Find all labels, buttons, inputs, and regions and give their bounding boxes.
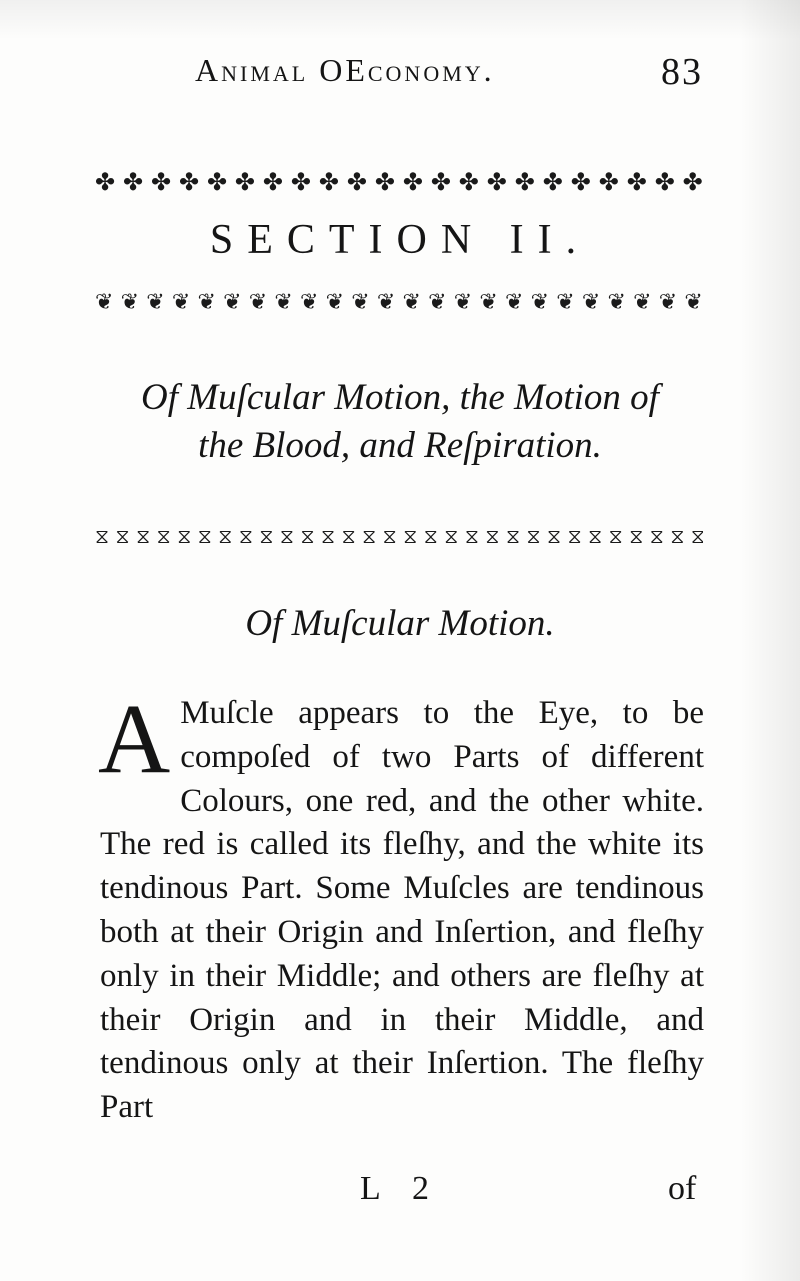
printers-flower-icon: ⧖ [547, 526, 560, 548]
printers-flower-icon: ❦ [223, 289, 242, 314]
printers-flower-icon: ✤ [430, 170, 451, 196]
printers-flower-icon: ✤ [374, 170, 395, 196]
printers-flower-icon: ⧖ [649, 526, 662, 548]
printers-flower-icon: ❦ [402, 289, 421, 314]
ornament-band-top [95, 168, 703, 198]
printers-flower-icon: ⧖ [115, 526, 128, 548]
printers-flower-icon: ✤ [570, 170, 591, 196]
printers-flower-icon: ✤ [514, 170, 535, 196]
printers-flower-icon: ❦ [248, 289, 268, 314]
printers-flower-icon: ❦ [171, 289, 191, 314]
printers-flower-icon: ⧖ [136, 526, 149, 548]
printers-flower-icon: ⧖ [238, 526, 251, 548]
printers-flower-icon: ✤ [598, 170, 619, 196]
body-text: Muſcle appears to the Eye, to be compoſed of two Parts of different Colours, one red, and the other white. The red is called its fleſhy, and the white its tendinous Part. Some Muſcles are tendinous both at their Origin and Inſertion, and fleſhy only in their Middle; and others are fleſhy at their Origin and in their Middle, and tendinous only at their Inſertion. The fleſhy Part [100, 695, 704, 1126]
printers-flower-icon: ❦ [274, 289, 293, 314]
printers-flower-icon: ❦ [453, 289, 473, 314]
printers-flower-icon: ⧖ [95, 526, 108, 548]
printers-flower-icon: ⧖ [505, 526, 518, 548]
printers-flower-icon: ⧖ [382, 526, 395, 548]
printers-flower-icon: ❦ [197, 289, 216, 314]
printers-flower-icon: ✤ [318, 170, 339, 196]
catchword: of [668, 1170, 697, 1207]
printers-flower-icon: ⧖ [341, 526, 354, 548]
signature-mark: L 2 [360, 1170, 442, 1207]
printers-flower-icon: ⧖ [197, 526, 210, 548]
printers-flower-icon: ❦ [120, 289, 140, 314]
printers-flower-icon: ⧖ [218, 526, 231, 548]
printers-flower-icon: ✤ [402, 170, 423, 196]
ornament-band-middle [95, 288, 703, 316]
printers-flower-icon: ⧖ [588, 526, 601, 548]
printers-flower-icon: ⧖ [670, 526, 683, 548]
printers-flower-icon: ✤ [458, 170, 479, 196]
printers-flower-icon: ❦ [479, 289, 498, 314]
printers-flower-icon: ✤ [346, 170, 367, 196]
printers-flower-icon: ❦ [325, 289, 345, 314]
printers-flower-icon: ⧖ [629, 526, 642, 548]
printers-flower-icon: ❦ [146, 289, 165, 314]
printers-flower-icon: ❦ [607, 289, 626, 314]
drop-cap: A [98, 683, 171, 794]
printers-flower-icon: ⧖ [608, 526, 621, 548]
printers-flower-icon: ❦ [581, 289, 601, 314]
printers-flower-icon: ✤ [234, 170, 256, 196]
section-subtitle-line-2: the Blood, and Reſpiration. [198, 425, 602, 466]
printers-flower-icon: ❦ [428, 289, 447, 314]
printers-flower-icon: ❦ [556, 289, 575, 314]
printers-flower-icon: ⧖ [464, 526, 477, 548]
printers-flower-icon: ⧖ [300, 526, 313, 548]
printers-flower-icon: ❦ [684, 289, 703, 314]
printers-flower-icon: ⧖ [567, 526, 580, 548]
printers-flower-icon: ❦ [351, 289, 370, 314]
body-paragraph [98, 683, 704, 1130]
printers-flower-icon: ✤ [682, 170, 703, 196]
running-title: Animal OEconomy. [195, 52, 495, 88]
page-footer [0, 1170, 800, 1220]
printers-flower-icon: ❦ [633, 289, 652, 314]
printers-flower-icon: ⧖ [177, 526, 190, 548]
printers-flower-icon: ⧖ [485, 526, 498, 548]
printers-flower-icon: ⧖ [156, 526, 169, 548]
printers-flower-icon: ⧖ [259, 526, 272, 548]
printers-flower-icon: ⧖ [321, 526, 334, 548]
section-subtitle-line-1: Of Muſcular Motion, the Motion of [141, 377, 659, 418]
printers-flower-icon: ✤ [206, 170, 228, 196]
printers-flower-icon: ❦ [530, 289, 550, 314]
printers-flower-icon: ✤ [262, 170, 284, 196]
printers-flower-icon: ❦ [505, 289, 524, 314]
printers-flower-icon: ✤ [150, 170, 172, 196]
printers-flower-icon: ✤ [290, 170, 311, 196]
printers-flower-icon: ✤ [95, 170, 116, 196]
section-heading: SECTION II. [209, 217, 591, 263]
printers-flower-icon: ⧖ [690, 526, 703, 548]
page-edge-shadow-top [0, 0, 800, 40]
printers-flower-icon: ✤ [654, 170, 675, 196]
section-subtitle [95, 374, 705, 470]
printers-flower-icon: ✤ [486, 170, 507, 196]
page-number: 83 [661, 51, 703, 93]
printers-flower-icon: ⧖ [423, 526, 436, 548]
printers-flower-icon: ⧖ [362, 526, 375, 548]
page-header [195, 52, 705, 98]
printers-flower-icon: ✤ [542, 170, 563, 196]
printers-flower-icon: ❦ [376, 289, 396, 314]
printers-flower-icon: ⧖ [526, 526, 539, 548]
printers-flower-icon: ❦ [95, 289, 114, 314]
printers-flower-icon: ⧖ [279, 526, 292, 548]
printers-flower-icon: ⧖ [444, 526, 457, 548]
printers-flower-icon: ✤ [626, 170, 647, 196]
printers-flower-icon: ⧖ [403, 526, 416, 548]
ornament-band-lace [95, 520, 703, 554]
subsection-heading: Of Muſcular Motion. [245, 603, 555, 644]
printers-flower-icon: ✤ [122, 170, 144, 196]
printers-flower-icon: ❦ [300, 289, 319, 314]
printers-flower-icon: ❦ [658, 289, 678, 314]
printers-flower-icon: ✤ [178, 170, 200, 196]
